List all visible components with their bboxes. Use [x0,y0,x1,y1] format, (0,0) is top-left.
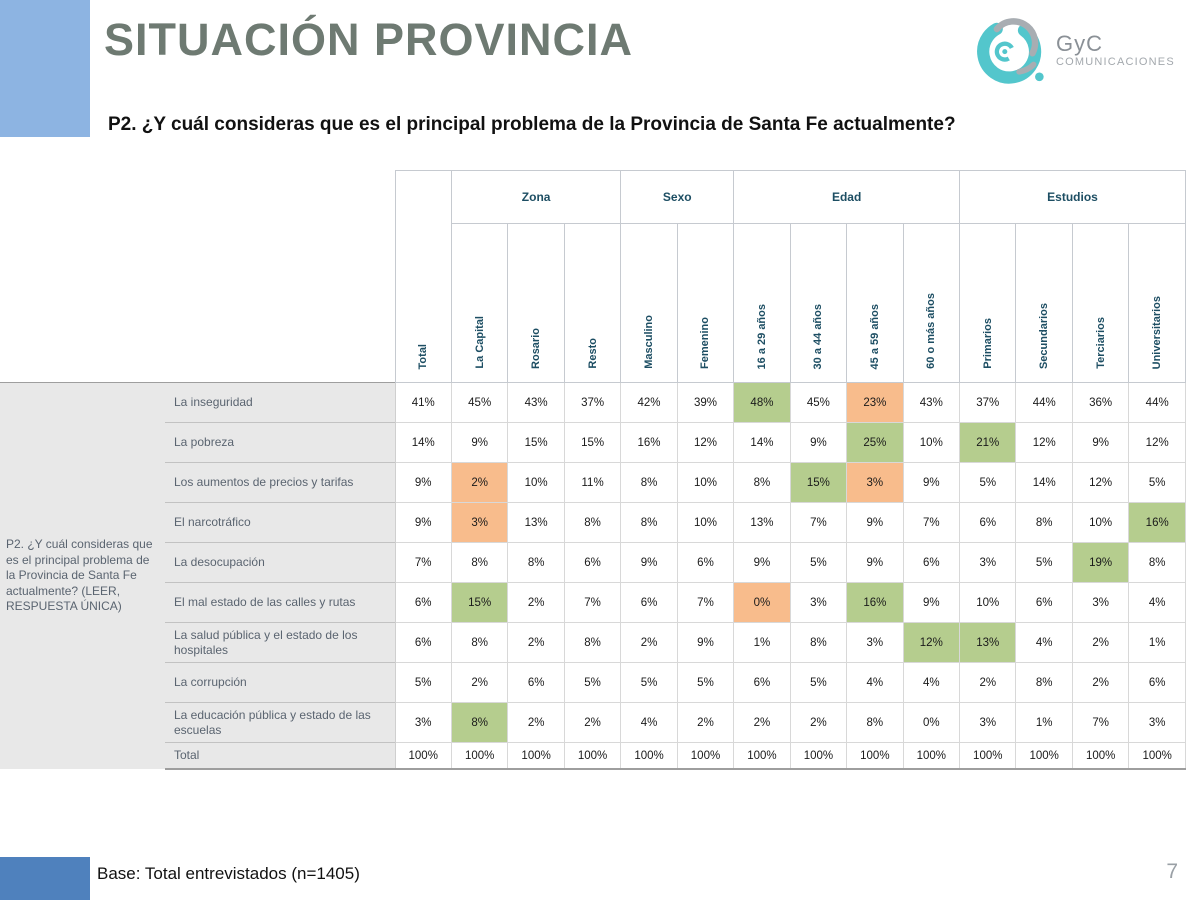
value-cell: 4% [903,663,959,703]
value-cell: 6% [395,623,451,663]
crosstab-table-area [0,170,1186,770]
col-header: Rosario [508,224,564,383]
col-header: Primarios [960,224,1016,383]
value-cell: 10% [677,463,733,503]
value-cell: 45% [451,383,507,423]
value-cell: 100% [847,743,903,770]
value-cell: 8% [564,503,620,543]
value-cell: 6% [960,503,1016,543]
col-header: Masculino [621,224,677,383]
value-cell: 12% [677,423,733,463]
value-cell: 4% [1016,623,1072,663]
value-cell: 5% [960,463,1016,503]
value-cell: 15% [508,423,564,463]
value-cell: 1% [1016,703,1072,743]
value-cell: 8% [734,463,790,503]
value-cell: 100% [960,743,1016,770]
value-cell: 100% [395,743,451,770]
value-cell: 13% [508,503,564,543]
value-cell: 100% [508,743,564,770]
highlighted-value-cell: 21% [960,423,1016,463]
value-cell: 100% [734,743,790,770]
value-cell: 3% [395,703,451,743]
row-label: La salud pública y el estado de los hospitales [165,623,395,663]
value-cell: 9% [847,543,903,583]
value-cell: 1% [734,623,790,663]
value-cell: 37% [960,383,1016,423]
value-cell: 10% [677,503,733,543]
highlighted-value-cell: 25% [847,423,903,463]
value-cell: 16% [621,423,677,463]
value-cell: 6% [508,663,564,703]
value-cell: 7% [903,503,959,543]
value-cell: 14% [1016,463,1072,503]
value-cell: 8% [451,543,507,583]
highlighted-value-cell: 3% [451,503,507,543]
value-cell: 10% [903,423,959,463]
group-header: Zona [451,171,620,224]
value-cell: 8% [508,543,564,583]
value-cell: 100% [790,743,846,770]
value-cell: 8% [451,623,507,663]
col-header: 16 a 29 años [734,224,790,383]
value-cell: 45% [790,383,846,423]
value-cell: 2% [790,703,846,743]
value-cell: 9% [621,543,677,583]
value-cell: 6% [677,543,733,583]
header-spacer [0,171,395,383]
crosstab-table [0,170,1186,770]
value-cell: 9% [395,503,451,543]
value-cell: 2% [960,663,1016,703]
value-cell: 2% [621,623,677,663]
value-cell: 3% [1072,583,1128,623]
value-cell: 12% [1016,423,1072,463]
value-cell: 9% [903,583,959,623]
question-subtitle: P2. ¿Y cuál consideras que es el principal problema de la Provincia de Santa Fe actualmente? [108,114,956,135]
value-cell: 10% [960,583,1016,623]
value-cell: 13% [734,503,790,543]
company-logo [976,6,1186,94]
col-header: 60 o más años [903,224,959,383]
value-cell: 14% [734,423,790,463]
value-cell: 100% [564,743,620,770]
value-cell: 100% [677,743,733,770]
value-cell: 9% [847,503,903,543]
value-cell: 8% [621,463,677,503]
value-cell: 10% [508,463,564,503]
value-cell: 11% [564,463,620,503]
col-header: La Capital [451,224,507,383]
value-cell: 2% [508,583,564,623]
value-cell: 3% [1129,703,1186,743]
value-cell: 8% [790,623,846,663]
value-cell: 8% [847,703,903,743]
group-header: Edad [734,171,960,224]
gyc-logo-icon [976,8,1048,93]
value-cell: 42% [621,383,677,423]
value-cell: 2% [564,703,620,743]
value-cell: 2% [508,623,564,663]
value-cell: 9% [734,543,790,583]
group-header: Sexo [621,171,734,224]
value-cell: 6% [903,543,959,583]
value-cell: 15% [564,423,620,463]
row-label: La corrupción [165,663,395,703]
value-cell: 4% [1129,583,1186,623]
value-cell: 14% [395,423,451,463]
col-header: 30 a 44 años [790,224,846,383]
value-cell: 6% [564,543,620,583]
value-cell: 9% [677,623,733,663]
value-cell: 9% [1072,423,1128,463]
col-header: Resto [564,224,620,383]
highlighted-value-cell: 8% [451,703,507,743]
row-label: La desocupación [165,543,395,583]
top-left-accent-bar [0,0,90,137]
value-cell: 5% [564,663,620,703]
logo-subtext: COMUNICACIONES [1056,56,1175,69]
row-label: La pobreza [165,423,395,463]
value-cell: 7% [677,583,733,623]
value-cell: 5% [621,663,677,703]
value-cell: 0% [903,703,959,743]
value-cell: 10% [1072,503,1128,543]
base-note: Base: Total entrevistados (n=1405) [97,864,360,883]
value-cell: 2% [677,703,733,743]
value-cell: 100% [1072,743,1128,770]
value-cell: 44% [1129,383,1186,423]
logo-name: GyC [1056,30,1103,56]
highlighted-value-cell: 3% [847,463,903,503]
highlighted-value-cell: 15% [451,583,507,623]
value-cell: 5% [677,663,733,703]
value-cell: 43% [508,383,564,423]
value-cell: 2% [508,703,564,743]
value-cell: 41% [395,383,451,423]
col-header: Terciarios [1072,224,1128,383]
row-label: La inseguridad [165,383,395,423]
value-cell: 2% [1072,623,1128,663]
logo-text [1056,32,1175,68]
value-cell: 2% [734,703,790,743]
value-cell: 4% [847,663,903,703]
value-cell: 12% [1072,463,1128,503]
value-cell: 2% [451,663,507,703]
value-cell: 5% [1129,463,1186,503]
row-label: Los aumentos de precios y tarifas [165,463,395,503]
value-cell: 8% [1129,543,1186,583]
value-cell: 2% [1072,663,1128,703]
value-cell: 5% [790,543,846,583]
value-cell: 100% [621,743,677,770]
value-cell: 8% [1016,503,1072,543]
highlighted-value-cell: 2% [451,463,507,503]
value-cell: 3% [790,583,846,623]
value-cell: 43% [903,383,959,423]
value-cell: 6% [621,583,677,623]
value-cell: 9% [395,463,451,503]
value-cell: 3% [847,623,903,663]
col-header-total: Total [395,171,451,383]
bottom-left-accent-bar [0,857,90,900]
value-cell: 5% [1016,543,1072,583]
value-cell: 100% [451,743,507,770]
value-cell: 9% [451,423,507,463]
question-cell: P2. ¿Y cuál consideras que es el principal problema de la Provincia de Santa Fe actualmente? (LEER, RESPUESTA ÚNICA) [0,383,165,770]
row-label: La educación pública y estado de las escuelas [165,703,395,743]
value-cell: 5% [395,663,451,703]
value-cell: 9% [903,463,959,503]
highlighted-value-cell: 23% [847,383,903,423]
value-cell: 100% [1016,743,1072,770]
highlighted-value-cell: 19% [1072,543,1128,583]
value-cell: 36% [1072,383,1128,423]
value-cell: 7% [564,583,620,623]
value-cell: 100% [1129,743,1186,770]
row-label: El narcotráfico [165,503,395,543]
value-cell: 6% [1129,663,1186,703]
col-header: Femenino [677,224,733,383]
value-cell: 8% [1016,663,1072,703]
value-cell: 8% [621,503,677,543]
value-cell: 3% [960,703,1016,743]
col-header: 45 a 59 años [847,224,903,383]
value-cell: 6% [734,663,790,703]
value-cell: 39% [677,383,733,423]
value-cell: 5% [790,663,846,703]
row-label: Total [165,743,395,770]
value-cell: 37% [564,383,620,423]
col-header: Universitarios [1129,224,1186,383]
highlighted-value-cell: 15% [790,463,846,503]
highlighted-value-cell: 0% [734,583,790,623]
group-header: Estudios [960,171,1186,224]
value-cell: 3% [960,543,1016,583]
value-cell: 7% [1072,703,1128,743]
value-cell: 100% [903,743,959,770]
value-cell: 12% [1129,423,1186,463]
value-cell: 9% [790,423,846,463]
value-cell: 44% [1016,383,1072,423]
highlighted-value-cell: 48% [734,383,790,423]
value-cell: 6% [1016,583,1072,623]
col-header: Secundarios [1016,224,1072,383]
highlighted-value-cell: 12% [903,623,959,663]
row-label: El mal estado de las calles y rutas [165,583,395,623]
highlighted-value-cell: 16% [847,583,903,623]
value-cell: 8% [564,623,620,663]
highlighted-value-cell: 13% [960,623,1016,663]
page-title: SITUACIÓN PROVINCIA [104,14,634,65]
value-cell: 1% [1129,623,1186,663]
page-number: 7 [1166,860,1178,883]
value-cell: 7% [395,543,451,583]
highlighted-value-cell: 16% [1129,503,1186,543]
value-cell: 6% [395,583,451,623]
value-cell: 7% [790,503,846,543]
value-cell: 4% [621,703,677,743]
